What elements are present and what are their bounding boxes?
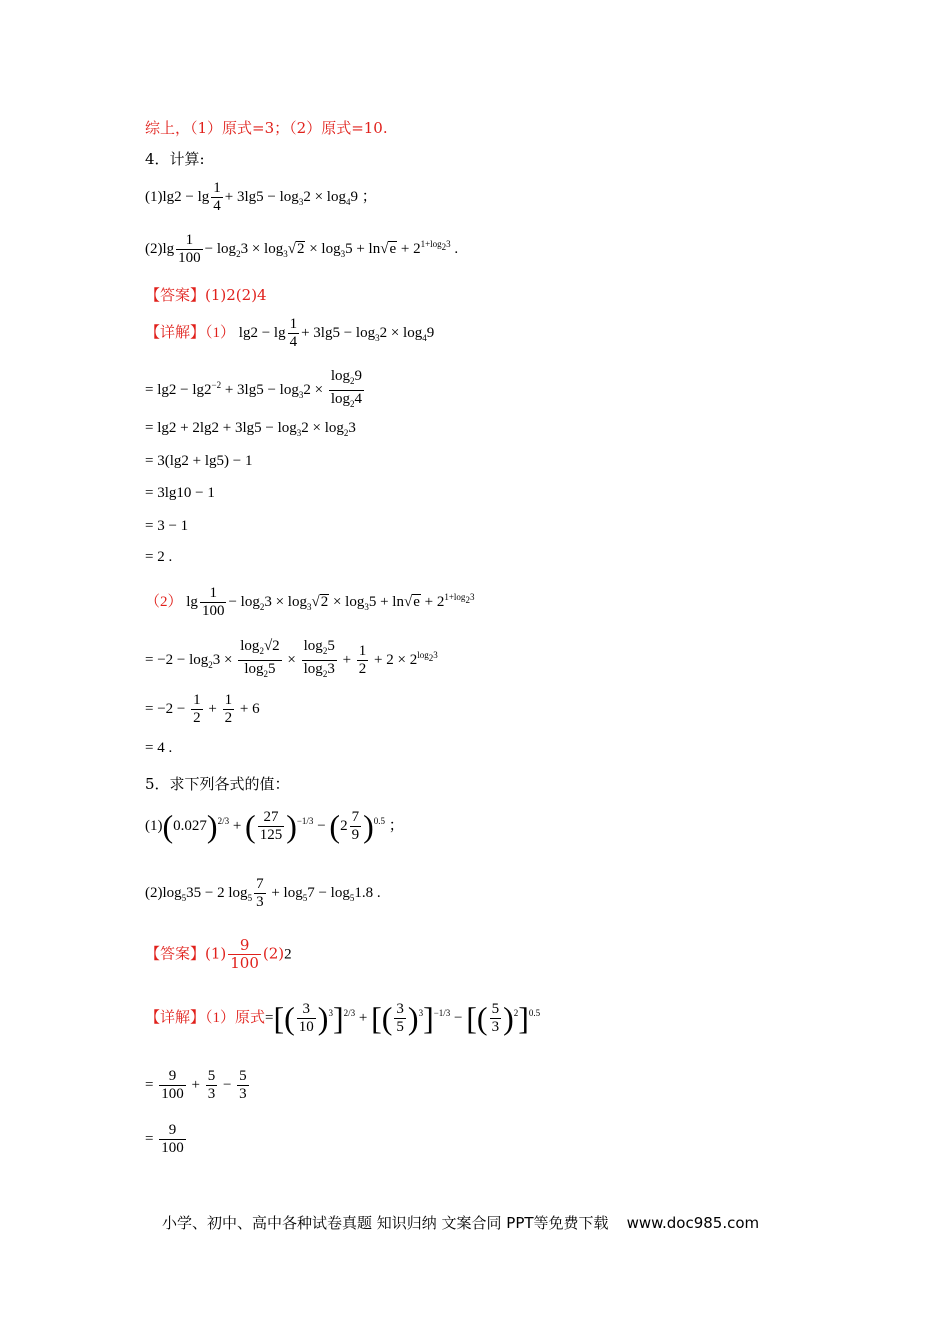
q4-step-1: = $\lg 2 - \lg 2^{-2} + 3\lg 5 - \log_32$ × $\frac{\log_29}{\log_24}$ (145, 368, 362, 409)
q4-step-2: = $\lg 2 + 2\lg 2 + 3\lg 5 - \log_32 \times \log_23$ (145, 420, 356, 438)
q4-answer (145, 284, 267, 305)
footer (162, 1212, 759, 1233)
q5-answer-1-label: (1) (205, 944, 227, 963)
q4-p1-label: (1) (145, 188, 163, 205)
q5-problem-1: $(1)(0.027)^{2/3}$ + ( $\frac{27}{125}$ )$^{-1/3}$ − (2 $\frac{7}{9}$ )$^{0.5}$ ； (145, 808, 404, 844)
q4-answer-label: 【答案】 (145, 286, 206, 304)
q5-step-2: = $\frac{9}{100}$ (145, 1122, 184, 1156)
q4-step-9: = 4 . (145, 740, 173, 756)
footer-text: 小学、初中、高中各种试卷真题 知识归纳 文案合同 PPT等免费下载 (162, 1214, 609, 1232)
q4-step-7: = $-2 - \log_23$ × $\frac{\log_2√2}{\log_25}$ × $\frac{\log_25}{\log_23}$ + $\frac{1}{2}$ + $2 \times 2^{log_23}$ (145, 638, 438, 679)
q4-step-4: = 3lg10 − 1 (145, 485, 215, 501)
footer-site[interactable]: www.doc985.com (626, 1214, 760, 1232)
q4-detail-label: 【详解】 (145, 324, 206, 341)
q5-answer-label: 【答案】 (145, 944, 206, 963)
q5-p2-label: (2) (145, 884, 163, 901)
q5-problem-2: $(2)\log_535 - 2$ $\log_5$ $\frac{7}{3}$ + $\log_57 - \log_51.8$ . (145, 876, 381, 910)
q4-problem-2: (2)lg $\frac{1}{100}$ − $\log_23 \times \log_3√2 \times \log_35 + \ln√e + 2^{1+log_23}$ . (145, 232, 459, 266)
q4-detail-2: （2） lg $\frac{1}{100}$ − $\log_23 \times \log_3√2 \times \log_35 + \ln√e + 2^{1+log_23}$ (145, 585, 475, 619)
q4-step-5: = 3 − 1 (145, 518, 189, 534)
q4-p2-label: (2) (145, 240, 163, 257)
summary-line: 综上，（1）原式=3；（2）原式=10. (145, 119, 388, 137)
q4-title: 4．计算: (145, 150, 205, 168)
q4-step-3: = 3(lg2 + lg5) − 1 (145, 453, 253, 469)
q5-title: 5．求下列各式的值： (145, 775, 290, 793)
q5-step-1: = $\frac{9}{100}$ + $\frac{5}{3}$ − $\frac{5}{3}$ (145, 1068, 247, 1102)
q4-step-6: = 2 . (145, 549, 173, 565)
q4-d1-label: （1） (205, 324, 236, 341)
q4-answer-value: (1)2(2)4 (205, 286, 267, 304)
q5-detail-1: 【详解】（1）原式=[( $\frac{3}{10}$ )$^3$]$^{2/3}$ + [( $\frac{3}{5}$ )$^3$]$^{-1/3}$ − [( $\frac{5}{3}$ )$^2$]$^{0.5}$ (145, 1000, 541, 1036)
q5-answer: 【答案】(1) $\frac{9}{100}$ (2)2 (145, 936, 292, 972)
q4-d2-label: （2） (145, 593, 183, 610)
q5-detail-label: 【详解】（1）原式 (145, 1009, 266, 1026)
q5-answer-2-value: 2 (284, 946, 292, 963)
q4-step-8: = −2 − $\frac{1}{2}$ + $\frac{1}{2}$ + 6 (145, 692, 260, 726)
q4-detail-1: 【详解】（1） lg2 − lg $\frac{1}{4}$ + $3\lg 5 - \log_32 \times \log_49$ (145, 316, 435, 350)
q5-p1-label: (1) (145, 817, 163, 834)
q5-answer-2-label: (2) (262, 944, 285, 963)
q4-problem-1: (1)lg2 − lg $\frac{1}{4}$ + $3\lg 5 - \log_32 \times \log_49$ ； (145, 180, 377, 214)
